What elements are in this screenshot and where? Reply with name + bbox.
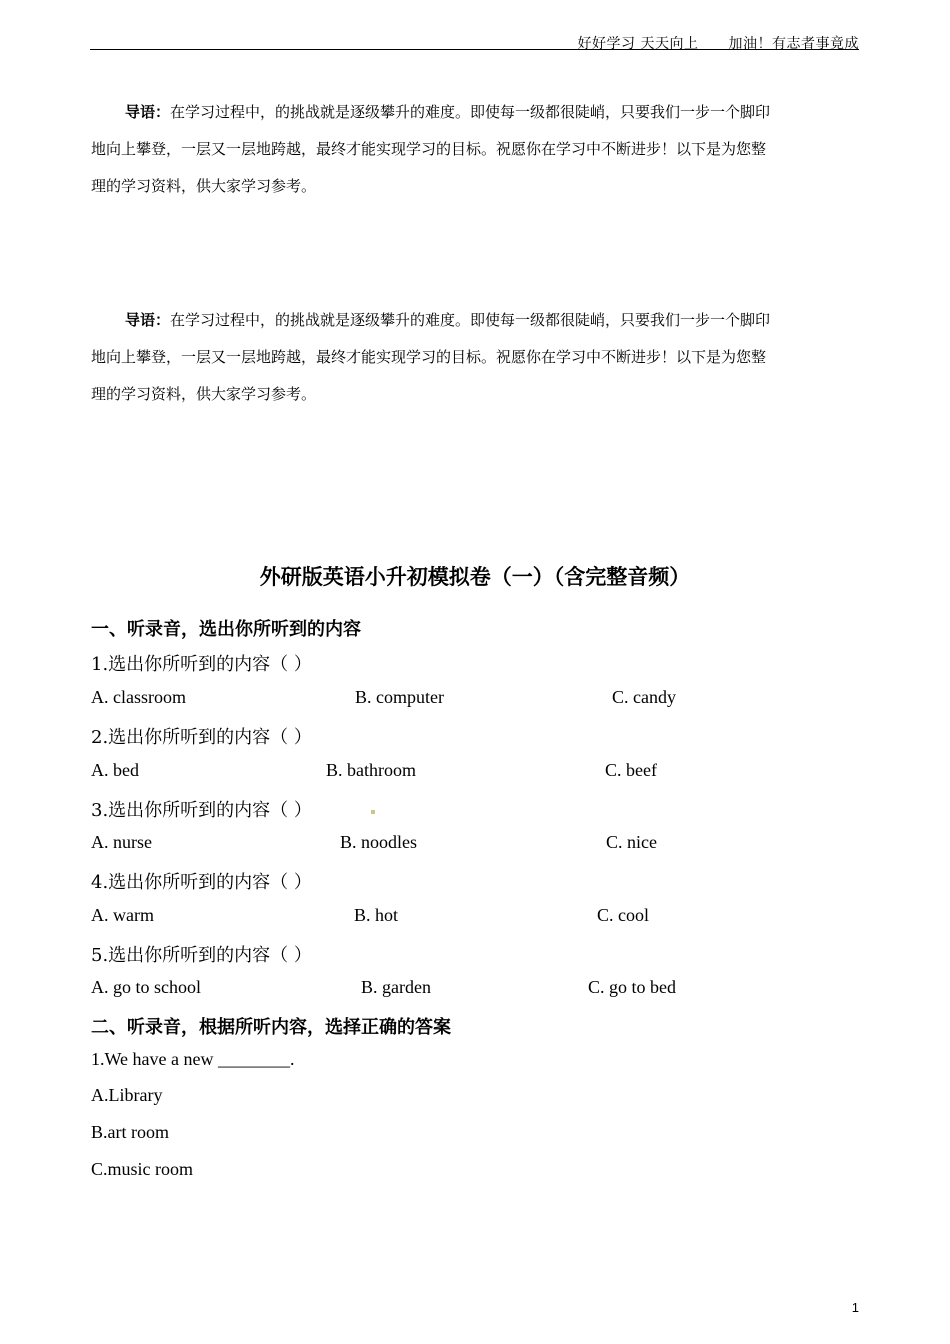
- option-c: C.music room: [91, 1159, 193, 1179]
- option-a: A. warm: [91, 905, 154, 925]
- option-b: B. bathroom: [326, 760, 416, 780]
- intro-text-line2: 地向上攀登，一层又一层地跨越，最终才能实现学习的目标。祝愿你在学习中不断进步！以下是为您整: [91, 348, 767, 366]
- question-stem: 1.We have a new ________.: [91, 1049, 295, 1069]
- option-a: A. classroom: [91, 687, 186, 707]
- question-stem: 3.选出你所听到的内容（ ）: [91, 800, 312, 821]
- intro-label: 导语：: [125, 103, 171, 121]
- section1-heading: 一、听录音，选出你所听到的内容: [91, 619, 361, 640]
- intro-text-line1: 在学习过程中，的挑战就是逐级攀升的难度。即使每一级都很陡峭，只要我们一步一个脚印: [170, 311, 771, 329]
- intro-paragraph-repeat: [91, 302, 851, 413]
- intro-paragraph: [91, 94, 851, 205]
- option-b: B. hot: [354, 905, 399, 925]
- question-stem: 5.选出你所听到的内容（ ）: [91, 945, 312, 966]
- intro-text-line2: 地向上攀登，一层又一层地跨越，最终才能实现学习的目标。祝愿你在学习中不断进步！以下是为您整: [91, 140, 767, 158]
- page-number: 1: [851, 1300, 859, 1315]
- section2-heading: 二、听录音，根据所听内容，选择正确的答案: [91, 1017, 451, 1038]
- header-motto-left: 好好学习 天天向上: [577, 36, 699, 52]
- option-c: C. nice: [606, 832, 657, 852]
- option-b: B. noodles: [340, 832, 418, 852]
- header-motto-right: 加油！有志者事竟成: [728, 36, 859, 52]
- paper-title: 外研版英语小升初模拟卷（一）（含完整音频）: [259, 564, 691, 589]
- option-b: B. garden: [361, 977, 431, 997]
- option-b: B. computer: [355, 687, 444, 707]
- option-b: B.art room: [91, 1122, 169, 1142]
- question-stem: 4.选出你所听到的内容（ ）: [91, 872, 312, 893]
- header-rule: [90, 49, 859, 50]
- option-a: A.Library: [91, 1085, 163, 1105]
- option-c: C. cool: [597, 905, 649, 925]
- intro-text-line3: 理的学习资料，供大家学习参考。: [91, 385, 317, 403]
- question-stem: 1.选出你所听到的内容（ ）: [91, 654, 312, 675]
- option-a: A. go to school: [91, 977, 201, 997]
- option-c: C. go to bed: [588, 977, 676, 997]
- option-a: A. nurse: [91, 832, 152, 852]
- intro-text-line1: 在学习过程中，的挑战就是逐级攀升的难度。即使每一级都很陡峭，只要我们一步一个脚印: [170, 103, 771, 121]
- option-c: C. beef: [605, 760, 657, 780]
- intro-text-line3: 理的学习资料，供大家学习参考。: [91, 177, 317, 195]
- intro-label: 导语：: [125, 311, 171, 329]
- option-a: A. bed: [91, 760, 139, 780]
- option-c: C. candy: [612, 687, 676, 707]
- page-header: [578, 33, 859, 53]
- question-stem: 2.选出你所听到的内容（ ）: [91, 727, 312, 748]
- scan-mark: [371, 810, 375, 814]
